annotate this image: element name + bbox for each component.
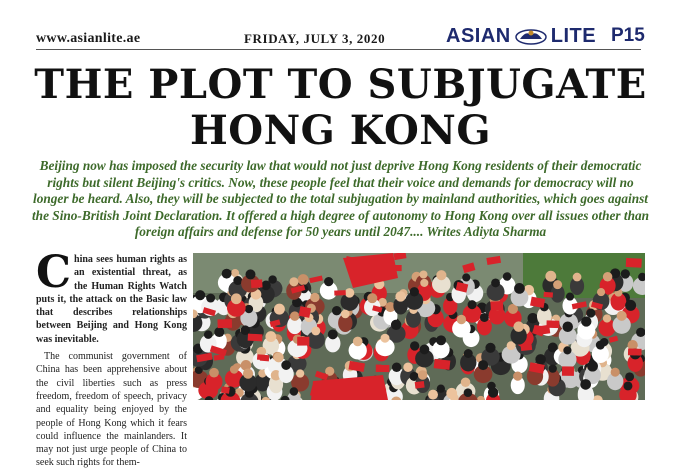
crowd-photo-illustration [193,253,645,400]
masthead-word-asian: ASIAN [446,24,511,47]
site-url[interactable]: www.asianlite.ae [36,31,141,46]
headline [0,62,681,154]
standfirst: Beijing now has imposed the security law that would not just deprive Hong Kong residents of their democratic rights but silent Beijing's critics. Now, these people feel that their voice and demands for democracy will no longer be heard. Also, they will be subjected to the total subjugation by mainland authorities, which goes against the Sino-British Joint Declaration. It offered a high degree of autonomy to Hong Kong over all issues other than foreign affairs and defense for 50 years until 2047.... Writes Adiyta Sharma [31,158,650,240]
headline-line-2: HONG KONG [189,107,492,154]
masthead-word-lite: LITE [550,24,597,47]
lion-emblem-icon [514,27,548,45]
article-column [36,247,187,474]
drop-cap: C [36,247,72,298]
issue-date: FRIDAY, JULY 3, 2020 [244,31,386,46]
masthead-logo [446,24,596,48]
body-paragraph: The communist government of China has been apprehensive about the civil liberties such as press freedom, freedom of speech, privacy and equality being enjoyed by the people of Hong Kong which it fears could influence the mainlanders. It may not just urge people of China to seek such rights for them- [36,351,187,469]
lead-paragraph-text: hina sees human rights as an existential threat, as the Human Rights Watch puts it, the attack on the Basic law that describes relationships between Beijing and Hong Kong was inevitable. [36,254,187,345]
page-header [0,0,681,52]
lead-paragraph [36,247,187,346]
headline-line-1: THE PLOT TO SUBJUGATE [34,61,647,108]
crowd-photo [193,253,645,400]
page-number: P15 [611,25,645,46]
header-rule [36,49,641,50]
